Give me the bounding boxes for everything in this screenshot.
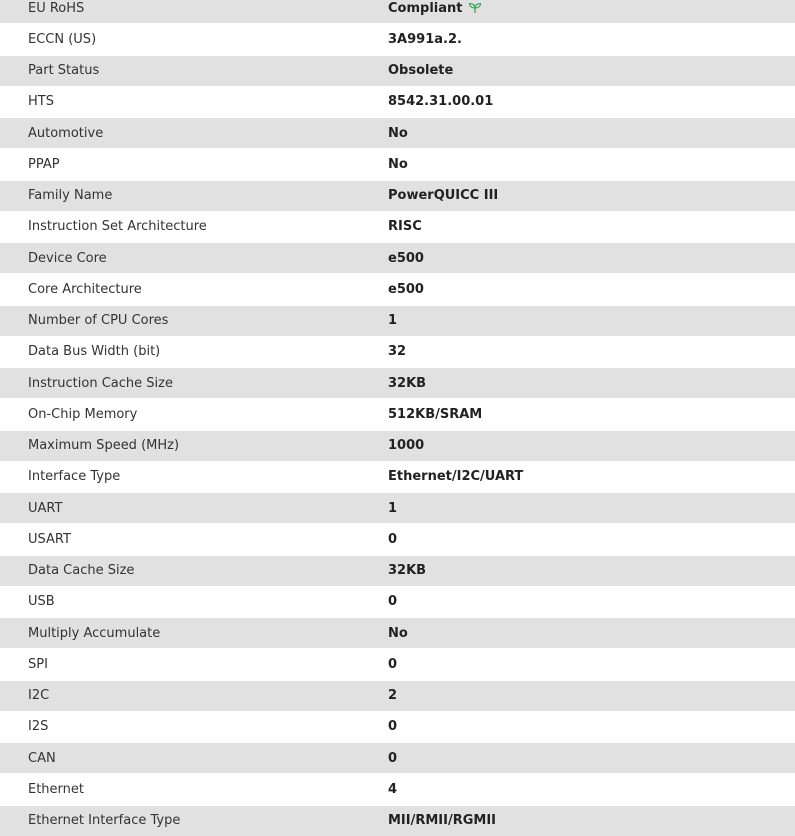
spec-value: 512KB/SRAM xyxy=(388,406,483,422)
spec-label: Device Core xyxy=(28,250,107,266)
spec-row-family-name xyxy=(0,181,795,212)
spec-label: EU RoHS xyxy=(28,0,85,16)
spec-value: No xyxy=(388,156,408,172)
spec-label: Core Architecture xyxy=(28,281,142,297)
spec-label: Number of CPU Cores xyxy=(28,313,169,329)
spec-label: Family Name xyxy=(28,188,113,204)
spec-value: 0 xyxy=(388,719,398,735)
spec-value: RISC xyxy=(388,219,422,235)
spec-label: UART xyxy=(28,500,63,516)
spec-value: 0 xyxy=(388,594,398,610)
spec-label: USB xyxy=(28,594,55,610)
spec-value-wrap xyxy=(388,1,482,16)
spec-value: 1000 xyxy=(388,438,425,454)
spec-label: Ethernet xyxy=(28,781,84,797)
spec-value: 0 xyxy=(388,750,398,766)
spec-row-spi xyxy=(0,649,795,680)
spec-row-uart xyxy=(0,493,795,524)
spec-label: I2S xyxy=(28,719,49,735)
spec-row-ethernet-interface-type xyxy=(0,806,795,836)
spec-row-max-speed xyxy=(0,431,795,462)
spec-label: ECCN (US) xyxy=(28,31,97,47)
spec-value: e500 xyxy=(388,281,424,297)
spec-label: Part Status xyxy=(28,63,100,79)
spec-value: 1 xyxy=(388,313,398,329)
spec-value: 0 xyxy=(388,531,398,547)
spec-row-eccn xyxy=(0,24,795,55)
spec-label: Automotive xyxy=(28,125,104,141)
spec-row-can xyxy=(0,743,795,774)
spec-label: CAN xyxy=(28,750,56,766)
spec-label: Ethernet Interface Type xyxy=(28,813,181,829)
spec-row-data-bus-width xyxy=(0,337,795,368)
spec-value: Compliant xyxy=(388,0,463,16)
spec-value: 8542.31.00.01 xyxy=(388,94,494,110)
spec-label: HTS xyxy=(28,94,54,110)
spec-row-cpu-cores xyxy=(0,306,795,337)
spec-label: USART xyxy=(28,531,71,547)
spec-value: 32 xyxy=(388,344,407,360)
spec-label: Maximum Speed (MHz) xyxy=(28,438,180,454)
spec-row-on-chip-memory xyxy=(0,399,795,430)
spec-value: PowerQUICC III xyxy=(388,188,499,204)
spec-label: On-Chip Memory xyxy=(28,406,138,422)
spec-value: e500 xyxy=(388,250,424,266)
spec-label: Multiply Accumulate xyxy=(28,625,161,641)
spec-row-interface-type xyxy=(0,462,795,493)
spec-row-isa xyxy=(0,212,795,243)
spec-row-device-core xyxy=(0,243,795,274)
spec-label: Data Bus Width (bit) xyxy=(28,344,161,360)
spec-value: 2 xyxy=(388,688,398,704)
spec-row-core-architecture xyxy=(0,274,795,305)
spec-label: I2C xyxy=(28,688,50,704)
spec-label: Instruction Set Architecture xyxy=(28,219,207,235)
spec-label: Data Cache Size xyxy=(28,563,135,579)
spec-row-automotive xyxy=(0,118,795,149)
spec-row-eu-rohs xyxy=(0,0,795,24)
spec-row-instruction-cache xyxy=(0,368,795,399)
spec-row-part-status xyxy=(0,56,795,87)
spec-value: MII/RMII/RGMII xyxy=(388,813,497,829)
spec-value: 32KB xyxy=(388,563,427,579)
spec-row-usart xyxy=(0,524,795,555)
spec-value: 1 xyxy=(388,500,398,516)
spec-label: Interface Type xyxy=(28,469,121,485)
spec-row-data-cache xyxy=(0,556,795,587)
spec-row-multiply-accumulate xyxy=(0,618,795,649)
spec-label: SPI xyxy=(28,656,48,672)
leaf-icon xyxy=(468,2,482,14)
spec-row-usb xyxy=(0,587,795,618)
spec-row-ethernet xyxy=(0,774,795,805)
spec-row-i2c xyxy=(0,681,795,712)
spec-value: 32KB xyxy=(388,375,427,391)
spec-label: Instruction Cache Size xyxy=(28,375,173,391)
spec-value: No xyxy=(388,625,408,641)
spec-value: No xyxy=(388,125,408,141)
spec-row-ppap xyxy=(0,149,795,180)
spec-value: Ethernet/I2C/UART xyxy=(388,469,524,485)
spec-value: 4 xyxy=(388,781,398,797)
spec-label: PPAP xyxy=(28,156,60,172)
spec-value: 0 xyxy=(388,656,398,672)
spec-row-i2s xyxy=(0,712,795,743)
spec-row-hts xyxy=(0,87,795,118)
spec-value: Obsolete xyxy=(388,63,454,79)
spec-value: 3A991a.2. xyxy=(388,31,462,47)
